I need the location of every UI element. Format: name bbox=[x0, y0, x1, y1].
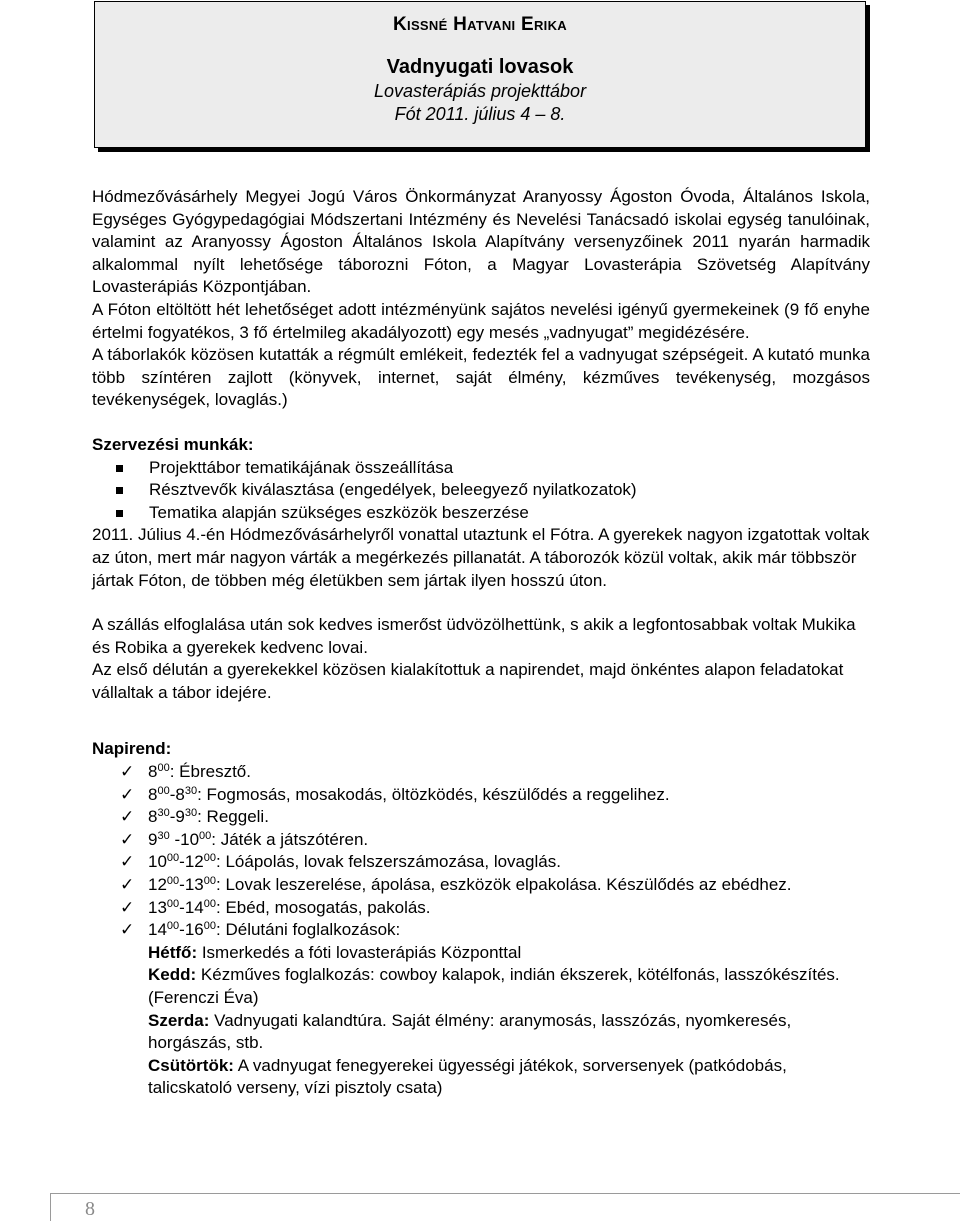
schedule-text: : Ébresztő. bbox=[169, 762, 251, 782]
afternoon-day bbox=[92, 1010, 870, 1055]
start-hour: 9 bbox=[148, 829, 158, 849]
check-icon: ✓ bbox=[120, 897, 135, 917]
start-minute: 00 bbox=[166, 852, 180, 865]
narrative-paragraph-1: 2011. Július 4.-én Hódmezővásárhelyről vonattal utaztunk el Fótra. A gyerekek nagyon izgatottak voltak az úton, mert már nagyon várták a megérkezés pillanatát. A táborozók közül voltak, akik már többször jártak Fóton, de többen még életükben sem jártak ilyen hosszú úton. bbox=[92, 525, 870, 590]
organizing-heading: Szervezési munkák: bbox=[92, 434, 254, 454]
schedule-text: : Ebéd, mosogatás, pakolás. bbox=[216, 897, 431, 917]
start-minute: 00 bbox=[166, 897, 180, 910]
document-title: Vadnyugati lovasok bbox=[386, 56, 574, 78]
check-icon: ✓ bbox=[120, 762, 135, 782]
page-number: 8 bbox=[85, 1198, 95, 1220]
time-separator: - bbox=[179, 920, 185, 940]
end-hour: 14 bbox=[184, 897, 204, 917]
day-activity: Ismerkedés a fóti lovasterápiás Központtal bbox=[197, 942, 522, 962]
schedule-list bbox=[92, 761, 870, 942]
end-minute: 30 bbox=[184, 784, 198, 797]
end-minute: 00 bbox=[199, 829, 212, 842]
schedule-text: : Reggeli. bbox=[197, 807, 269, 827]
schedule-text: : Játék a játszótéren. bbox=[211, 829, 369, 849]
intro-paragraph-3: A táborlakók közösen kutatták a régmúlt emlékeit, fedezték fel a vadnyugat szépségeit. A kutató munka több színtéren zajlott (könyvek, internet, saját élmény, kézműves tevékenység, mozgásos tevékenységek, lovaglás.) bbox=[92, 345, 870, 410]
end-hour: 8 bbox=[175, 784, 185, 804]
document-date: Fót 2011. július 4 – 8. bbox=[394, 104, 566, 124]
check-icon: ✓ bbox=[120, 852, 135, 872]
header-box bbox=[94, 1, 866, 148]
day-label: Szerda: bbox=[148, 1010, 210, 1030]
start-hour: 14 bbox=[148, 920, 167, 940]
schedule-item bbox=[92, 806, 870, 829]
end-hour: 13 bbox=[184, 875, 204, 895]
narrative-paragraph-3: Az első délután a gyerekekkel közösen kialakítottuk a napirendet, majd önkéntes alapon feladatokat vállaltak a tábor idejére. bbox=[92, 660, 844, 702]
end-minute: 00 bbox=[203, 897, 217, 910]
list-item: Tematika alapján szükséges eszközök beszerzése bbox=[92, 502, 870, 525]
schedule-text: : Fogmosás, mosakodás, öltözködés, készülődés a reggelihez. bbox=[197, 784, 670, 804]
end-minute: 00 bbox=[203, 852, 217, 865]
schedule-text: : Lóápolás, lovak felszerszámozása, lovaglás. bbox=[216, 852, 561, 872]
start-minute: 00 bbox=[166, 920, 180, 933]
schedule-item bbox=[92, 761, 870, 784]
organizing-list bbox=[92, 457, 870, 525]
day-activity: A vadnyugat fenegyerekei ügyességi játékok, sorversenyek (patkódobás, talicskatoló verseny, vízi pisztoly csata) bbox=[148, 1055, 787, 1098]
check-icon: ✓ bbox=[120, 875, 135, 895]
day-activity: Kézműves foglalkozás: cowboy kalapok, indián ékszerek, kötélfonás, lasszókészítés.(Ferenczi Éva) bbox=[148, 965, 840, 1007]
start-hour: 12 bbox=[148, 875, 167, 895]
end-hour: 10 bbox=[180, 829, 200, 849]
start-minute: 00 bbox=[166, 875, 180, 888]
schedule-item bbox=[92, 897, 870, 920]
schedule-item bbox=[92, 784, 870, 807]
schedule-heading: Napirend: bbox=[92, 739, 172, 759]
intro-paragraph-2: A Fóton eltöltött hét lehetőséget adott intézményünk sajátos nevelési igényű gyermekeinek (9 fő enyhe értelmi fogyatékos, 3 fő értelmileg akadályozott) egy mesés „vadnyugat” megidézésére. bbox=[92, 299, 870, 342]
time-separator: - bbox=[179, 852, 185, 872]
schedule-item bbox=[92, 919, 870, 942]
list-item: Projekttábor tematikájának összeállítása bbox=[92, 457, 870, 480]
end-minute: 30 bbox=[184, 807, 198, 820]
time-separator: - bbox=[179, 897, 185, 917]
end-minute: 00 bbox=[203, 875, 217, 888]
end-hour: 9 bbox=[175, 807, 185, 827]
author-name: Kissné Hatvani Erika bbox=[393, 14, 567, 35]
time-separator: - bbox=[169, 829, 181, 849]
end-hour: 16 bbox=[184, 920, 204, 940]
schedule-item bbox=[92, 874, 870, 897]
afternoon-day bbox=[92, 942, 870, 965]
time-separator: - bbox=[179, 875, 185, 895]
check-icon: ✓ bbox=[120, 807, 135, 827]
start-minute: 00 bbox=[157, 762, 170, 775]
intro-paragraph-1: Hódmezővásárhely Megyei Jogú Város Önkormányzat Aranyossy Ágoston Óvoda, Általános Iskola, Egységes Gyógypedagógiai Módszertani Intézmény és Nevelési Tanácsadó iskolai egység tanulóinak, valamint az Aranyossy Ágoston Általános Iskola Alapítvány versenyzőinek 2011 nyarán harmadik alkalommal nyílt lehetősége táborozni Fóton, a Magyar Lovasterápia Szövetség Alapítvány Lovasterápiás Központjában. bbox=[92, 187, 870, 297]
check-icon: ✓ bbox=[120, 784, 135, 804]
day-activity: Vadnyugati kalandtúra. Saját élmény: aranymosás, lasszózás, nyomkeresés, horgászás, stb. bbox=[148, 1010, 792, 1053]
document-subtitle: Lovasterápiás projekttábor bbox=[373, 81, 587, 101]
afternoon-day bbox=[92, 1055, 870, 1100]
check-icon: ✓ bbox=[120, 920, 135, 940]
end-minute: 00 bbox=[203, 920, 217, 933]
start-hour: 13 bbox=[148, 897, 167, 917]
start-minute: 30 bbox=[157, 807, 170, 820]
start-minute: 00 bbox=[157, 784, 170, 797]
day-label: Csütörtök: bbox=[148, 1055, 234, 1075]
schedule-item bbox=[92, 851, 870, 874]
start-minute: 30 bbox=[157, 829, 170, 842]
start-hour: 10 bbox=[148, 852, 167, 872]
narrative-paragraph-2: A szállás elfoglalása után sok kedves ismerőst üdvözölhettünk, s akik a legfontosabbak voltak Mukika és Robika a gyerekek kedvenc lovai. bbox=[92, 615, 856, 657]
day-label: Kedd: bbox=[148, 965, 197, 985]
list-item: Résztvevők kiválasztása (engedélyek, beleegyező nyilatkozatok) bbox=[92, 479, 870, 502]
check-icon: ✓ bbox=[120, 829, 135, 849]
afternoon-day bbox=[92, 964, 870, 1009]
footer-rule bbox=[128, 1193, 960, 1194]
time-separator: - bbox=[169, 807, 176, 827]
document-body bbox=[92, 186, 870, 1100]
end-hour: 12 bbox=[184, 852, 204, 872]
day-label: Hétfő: bbox=[148, 942, 198, 962]
time-separator: - bbox=[169, 784, 176, 804]
start-hour: 8 bbox=[148, 807, 158, 827]
start-hour: 8 bbox=[148, 784, 158, 804]
afternoon-activities bbox=[92, 942, 870, 1100]
schedule-item bbox=[92, 829, 870, 852]
schedule-text: : Lovak leszerelése, ápolása, eszközök elpakolása. Készülődés az ebédhez. bbox=[216, 875, 792, 895]
page-number-box bbox=[50, 1193, 129, 1221]
schedule-text: : Délutáni foglalkozások: bbox=[216, 920, 401, 940]
start-hour: 8 bbox=[148, 762, 158, 782]
